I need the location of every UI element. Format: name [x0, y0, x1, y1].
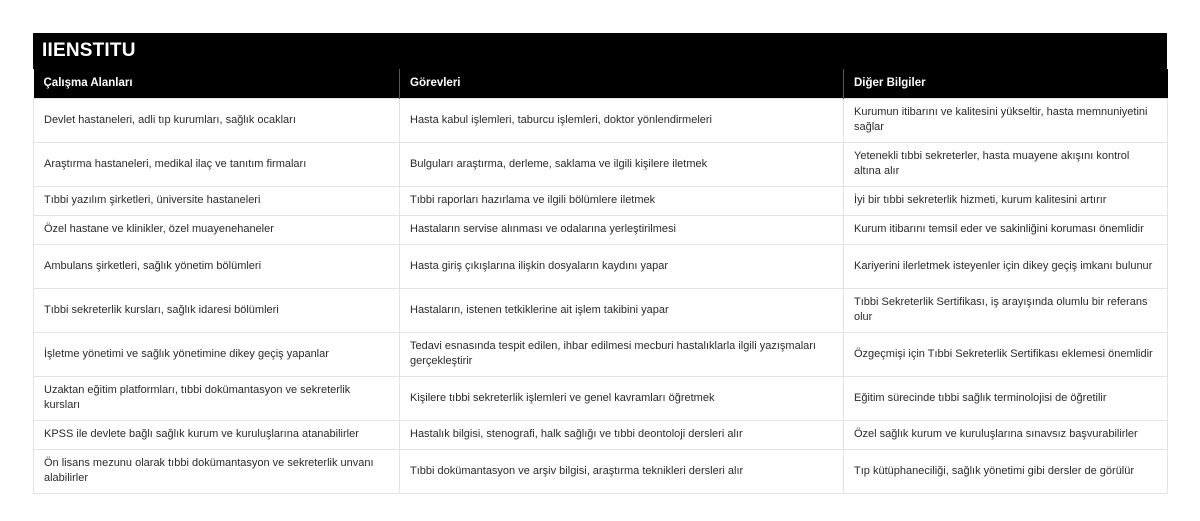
- brand-logo-text: IIENSTITU: [42, 40, 136, 61]
- cell-duty: Tıbbi raporları hazırlama ve ilgili bölümlere iletmek: [400, 186, 844, 215]
- cell-work-area: Ambulans şirketleri, sağlık yönetim bölümleri: [34, 244, 400, 288]
- cell-duty: Hasta kabul işlemleri, taburcu işlemleri, doktor yönlendirmeleri: [400, 98, 844, 142]
- cell-other-info: Özgeçmişi için Tıbbi Sekreterlik Sertifikası eklemesi önemlidir: [844, 332, 1168, 376]
- table-row: [34, 98, 1168, 142]
- cell-work-area: Araştırma hastaneleri, medikal ilaç ve tanıtım firmaları: [34, 142, 400, 186]
- header-duties: Görevleri: [400, 69, 844, 98]
- cell-work-area: Tıbbi sekreterlik kursları, sağlık idaresi bölümleri: [34, 288, 400, 332]
- table-row: [34, 215, 1168, 244]
- cell-work-area: Devlet hastaneleri, adli tıp kurumları, sağlık ocakları: [34, 98, 400, 142]
- content-table-container: [33, 33, 1167, 494]
- table-row: [34, 376, 1168, 420]
- cell-other-info: Tıp kütüphaneciliği, sağlık yönetimi gibi dersler de görülür: [844, 449, 1168, 493]
- cell-other-info: Kurumun itibarını ve kalitesini yükseltir, hasta memnuniyetini sağlar: [844, 98, 1168, 142]
- table-row: [34, 186, 1168, 215]
- cell-duty: Bulguları araştırma, derleme, saklama ve ilgili kişilere iletmek: [400, 142, 844, 186]
- cell-work-area: Uzaktan eğitim platformları, tıbbi dokümantasyon ve sekreterlik kursları: [34, 376, 400, 420]
- cell-duty: Hasta giriş çıkışlarına ilişkin dosyaların kaydını yapar: [400, 244, 844, 288]
- cell-work-area: Tıbbi yazılım şirketleri, üniversite hastaneleri: [34, 186, 400, 215]
- cell-work-area: Özel hastane ve klinikler, özel muayenehaneler: [34, 215, 400, 244]
- table-row: [34, 420, 1168, 449]
- table-header-row: [34, 69, 1168, 98]
- table-row: [34, 449, 1168, 493]
- cell-duty: Hastaların, istenen tetkiklerine ait işlem takibini yapar: [400, 288, 844, 332]
- career-info-table: [33, 69, 1168, 494]
- header-work-areas: Çalışma Alanları: [34, 69, 400, 98]
- cell-duty: Hastalık bilgisi, stenografi, halk sağlığı ve tıbbi deontoloji dersleri alır: [400, 420, 844, 449]
- cell-other-info: Kurum itibarını temsil eder ve sakinliğini koruması önemlidir: [844, 215, 1168, 244]
- cell-duty: Kişilere tıbbi sekreterlik işlemleri ve genel kavramları öğretmek: [400, 376, 844, 420]
- brand-header: [33, 33, 1167, 69]
- cell-other-info: Yetenekli tıbbi sekreterler, hasta muayene akışını kontrol altına alır: [844, 142, 1168, 186]
- cell-other-info: Özel sağlık kurum ve kuruluşlarına sınavsız başvurabilirler: [844, 420, 1168, 449]
- table-row: [34, 288, 1168, 332]
- cell-other-info: Kariyerini ilerletmek isteyenler için dikey geçiş imkanı bulunur: [844, 244, 1168, 288]
- cell-other-info: Eğitim sürecinde tıbbi sağlık terminolojisi de öğretilir: [844, 376, 1168, 420]
- cell-duty: Tıbbi dokümantasyon ve arşiv bilgisi, araştırma teknikleri dersleri alır: [400, 449, 844, 493]
- cell-work-area: İşletme yönetimi ve sağlık yönetimine dikey geçiş yapanlar: [34, 332, 400, 376]
- table-row: [34, 244, 1168, 288]
- header-other-info: Diğer Bilgiler: [844, 69, 1168, 98]
- table-row: [34, 142, 1168, 186]
- cell-work-area: KPSS ile devlete bağlı sağlık kurum ve kuruluşlarına atanabilirler: [34, 420, 400, 449]
- cell-other-info: İyi bir tıbbi sekreterlik hizmeti, kurum kalitesini artırır: [844, 186, 1168, 215]
- cell-other-info: Tıbbi Sekreterlik Sertifikası, iş arayışında olumlu bir referans olur: [844, 288, 1168, 332]
- cell-duty: Hastaların servise alınması ve odalarına yerleştirilmesi: [400, 215, 844, 244]
- table-row: [34, 332, 1168, 376]
- cell-duty: Tedavi esnasında tespit edilen, ihbar edilmesi mecburi hastalıklarla ilgili yazışmaları gerçekleştirir: [400, 332, 844, 376]
- cell-work-area: Ön lisans mezunu olarak tıbbi dokümantasyon ve sekreterlik unvanı alabilirler: [34, 449, 400, 493]
